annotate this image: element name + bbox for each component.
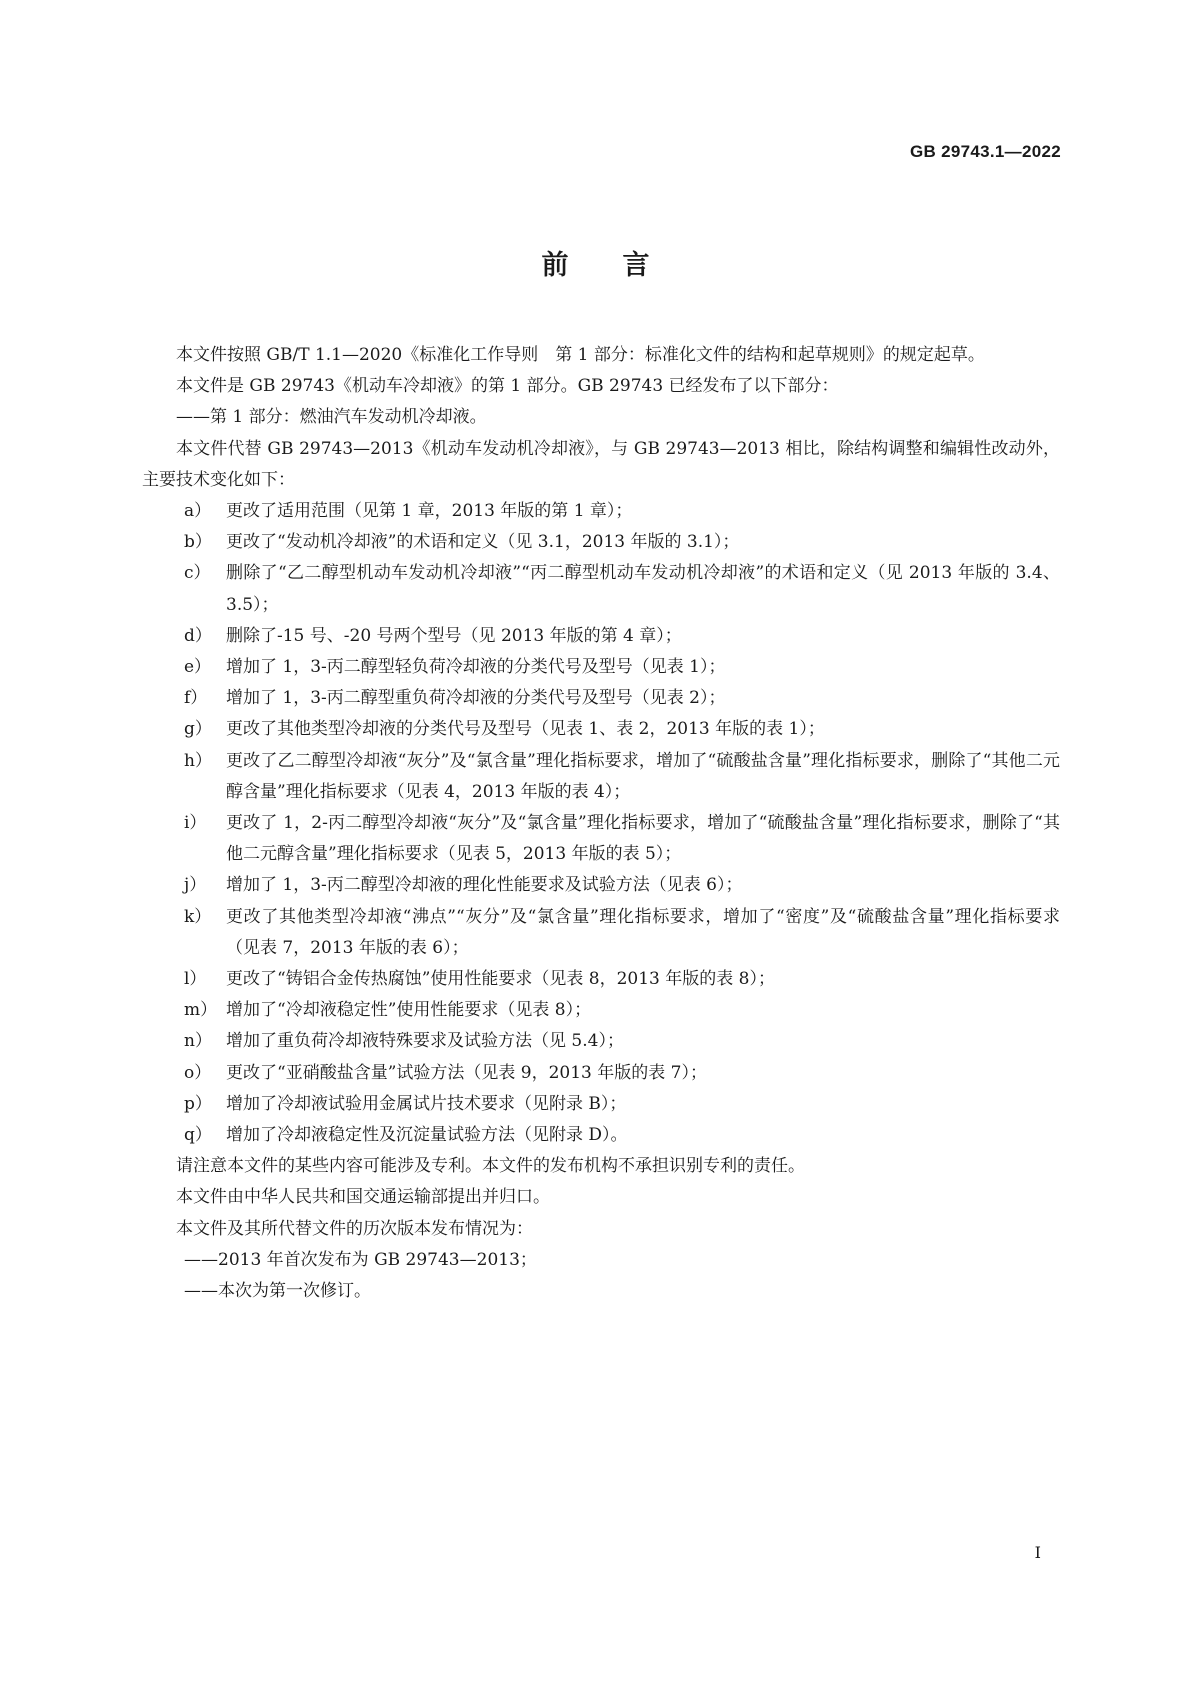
page-number: I <box>1034 1543 1041 1562</box>
list-item <box>142 652 1060 683</box>
list-text: 更改了“铸铝合金传热腐蚀”使用性能要求（见表 8，2013 年版的表 8）； <box>226 969 775 990</box>
history-item: ——2013 年首次发布为 GB 29743—2013； <box>184 1249 537 1270</box>
list-item <box>142 714 1060 745</box>
list-text: 更改了“发动机冷却液”的术语和定义（见 3.1，2013 年版的 3.1）； <box>226 532 740 553</box>
list-marker: o） <box>184 1062 212 1083</box>
list-item <box>142 621 1060 652</box>
standard-code: GB 29743.1—2022 <box>910 142 1061 161</box>
paragraph-patent-notice: 请注意本文件的某些内容可能涉及专利。本文件的发布机构不承担识别专利的责任。 <box>176 1156 805 1177</box>
document-body <box>142 340 1060 1307</box>
list-item <box>142 995 1060 1026</box>
list-marker: c） <box>184 563 211 584</box>
list-text: 增加了重负荷冷却液特殊要求及试验方法（见 5.4）； <box>226 1031 624 1052</box>
list-item <box>142 1089 1060 1120</box>
list-marker: m） <box>184 1000 218 1021</box>
list-item <box>142 496 1060 527</box>
list-marker: f） <box>184 688 208 709</box>
paragraph-part-list: ——第 1 部分：燃油汽车发动机冷却液。 <box>176 407 487 428</box>
list-marker: e） <box>184 657 212 678</box>
list-text: 增加了冷却液稳定性及沉淀量试验方法（见附录 D）。 <box>226 1125 628 1146</box>
list-text: 更改了其他类型冷却液“沸点”“灰分”及“氯含量”理化指标要求，增加了“密度”及“硫酸盐含量”理化指标要求（见表 7，2013 年版的表 6）； <box>226 906 1060 958</box>
paragraph-drafting-rules: 本文件按照 GB/T 1.1—2020《标准化工作导则 第 1 部分：标准化文件的结构和起草规则》的规定起草。 <box>176 345 985 365</box>
list-marker: g） <box>184 719 212 740</box>
list-marker: q） <box>184 1125 212 1146</box>
paragraph-replacement: 本文件代替 GB 29743—2013《机动车发动机冷却液》，与 GB 29743—2013 相比，除结构调整和编辑性改动外，主要技术变化如下： <box>142 438 1060 490</box>
list-item <box>142 683 1060 714</box>
list-text: 更改了“亚硝酸盐含量”试验方法（见表 9，2013 年版的表 7）； <box>226 1062 707 1083</box>
list-item <box>142 1120 1060 1151</box>
list-text: 增加了 1，3-丙二醇型重负荷冷却液的分类代号及型号（见表 2）； <box>226 688 726 709</box>
list-text: 增加了 1，3-丙二醇型轻负荷冷却液的分类代号及型号（见表 1）； <box>226 657 726 678</box>
list-marker: j） <box>184 875 207 896</box>
list-item <box>142 746 1060 808</box>
list-text: 更改了适用范围（见第 1 章，2013 年版的第 1 章）； <box>226 501 633 522</box>
list-text: 删除了-15 号、-20 号两个型号（见 2013 年版的第 4 章）； <box>226 625 682 646</box>
page-title: 前言 <box>541 250 704 281</box>
list-text: 更改了其他类型冷却液的分类代号及型号（见表 1、表 2，2013 年版的表 1）； <box>226 719 825 740</box>
list-item <box>142 870 1060 901</box>
paragraph-part-statement: 本文件是 GB 29743《机动车冷却液》的第 1 部分。GB 29743 已经发布了以下部分： <box>176 376 839 397</box>
list-marker: b） <box>184 532 212 553</box>
list-marker: n） <box>184 1031 212 1052</box>
history-item: ——本次为第一次修订。 <box>184 1281 371 1302</box>
list-text: 增加了“冷却液稳定性”使用性能要求（见表 8）； <box>226 1000 592 1021</box>
list-item <box>142 964 1060 995</box>
list-item <box>142 1026 1060 1057</box>
list-text: 更改了乙二醇型冷却液“灰分”及“氯含量”理化指标要求，增加了“硫酸盐含量”理化指标要求，删除了“其他二元醇含量”理化指标要求（见表 4，2013 年版的表 4）； <box>226 750 1060 802</box>
list-marker: a） <box>184 501 212 522</box>
list-marker: p） <box>184 1093 212 1114</box>
paragraph-history-intro: 本文件及其所代替文件的历次版本发布情况为： <box>176 1218 533 1239</box>
list-item <box>142 1058 1060 1089</box>
change-list <box>142 496 1060 1151</box>
list-text: 增加了冷却液试验用金属试片技术要求（见附录 B）； <box>226 1093 627 1114</box>
paragraph-proposer: 本文件由中华人民共和国交通运输部提出并归口。 <box>176 1187 550 1208</box>
list-item <box>142 527 1060 558</box>
list-text: 更改了 1，2-丙二醇型冷却液“灰分”及“氯含量”理化指标要求，增加了“硫酸盐含量”理化指标要求，删除了“其他二元醇含量”理化指标要求（见表 5，2013 年版的表 5）； <box>226 813 1060 865</box>
list-item <box>142 558 1060 620</box>
list-item <box>142 808 1060 870</box>
list-text: 删除了“乙二醇型机动车发动机冷却液”“丙二醇型机动车发动机冷却液”的术语和定义（见 2013 年版的 3.4、3.5）； <box>226 563 1060 615</box>
list-marker: d） <box>184 625 212 646</box>
list-marker: l） <box>184 969 207 990</box>
list-marker: k） <box>184 906 212 927</box>
list-marker: i） <box>184 813 207 834</box>
list-marker: h） <box>184 750 212 771</box>
list-item <box>142 902 1060 964</box>
list-text: 增加了 1，3-丙二醇型冷却液的理化性能要求及试验方法（见表 6）； <box>226 875 743 896</box>
